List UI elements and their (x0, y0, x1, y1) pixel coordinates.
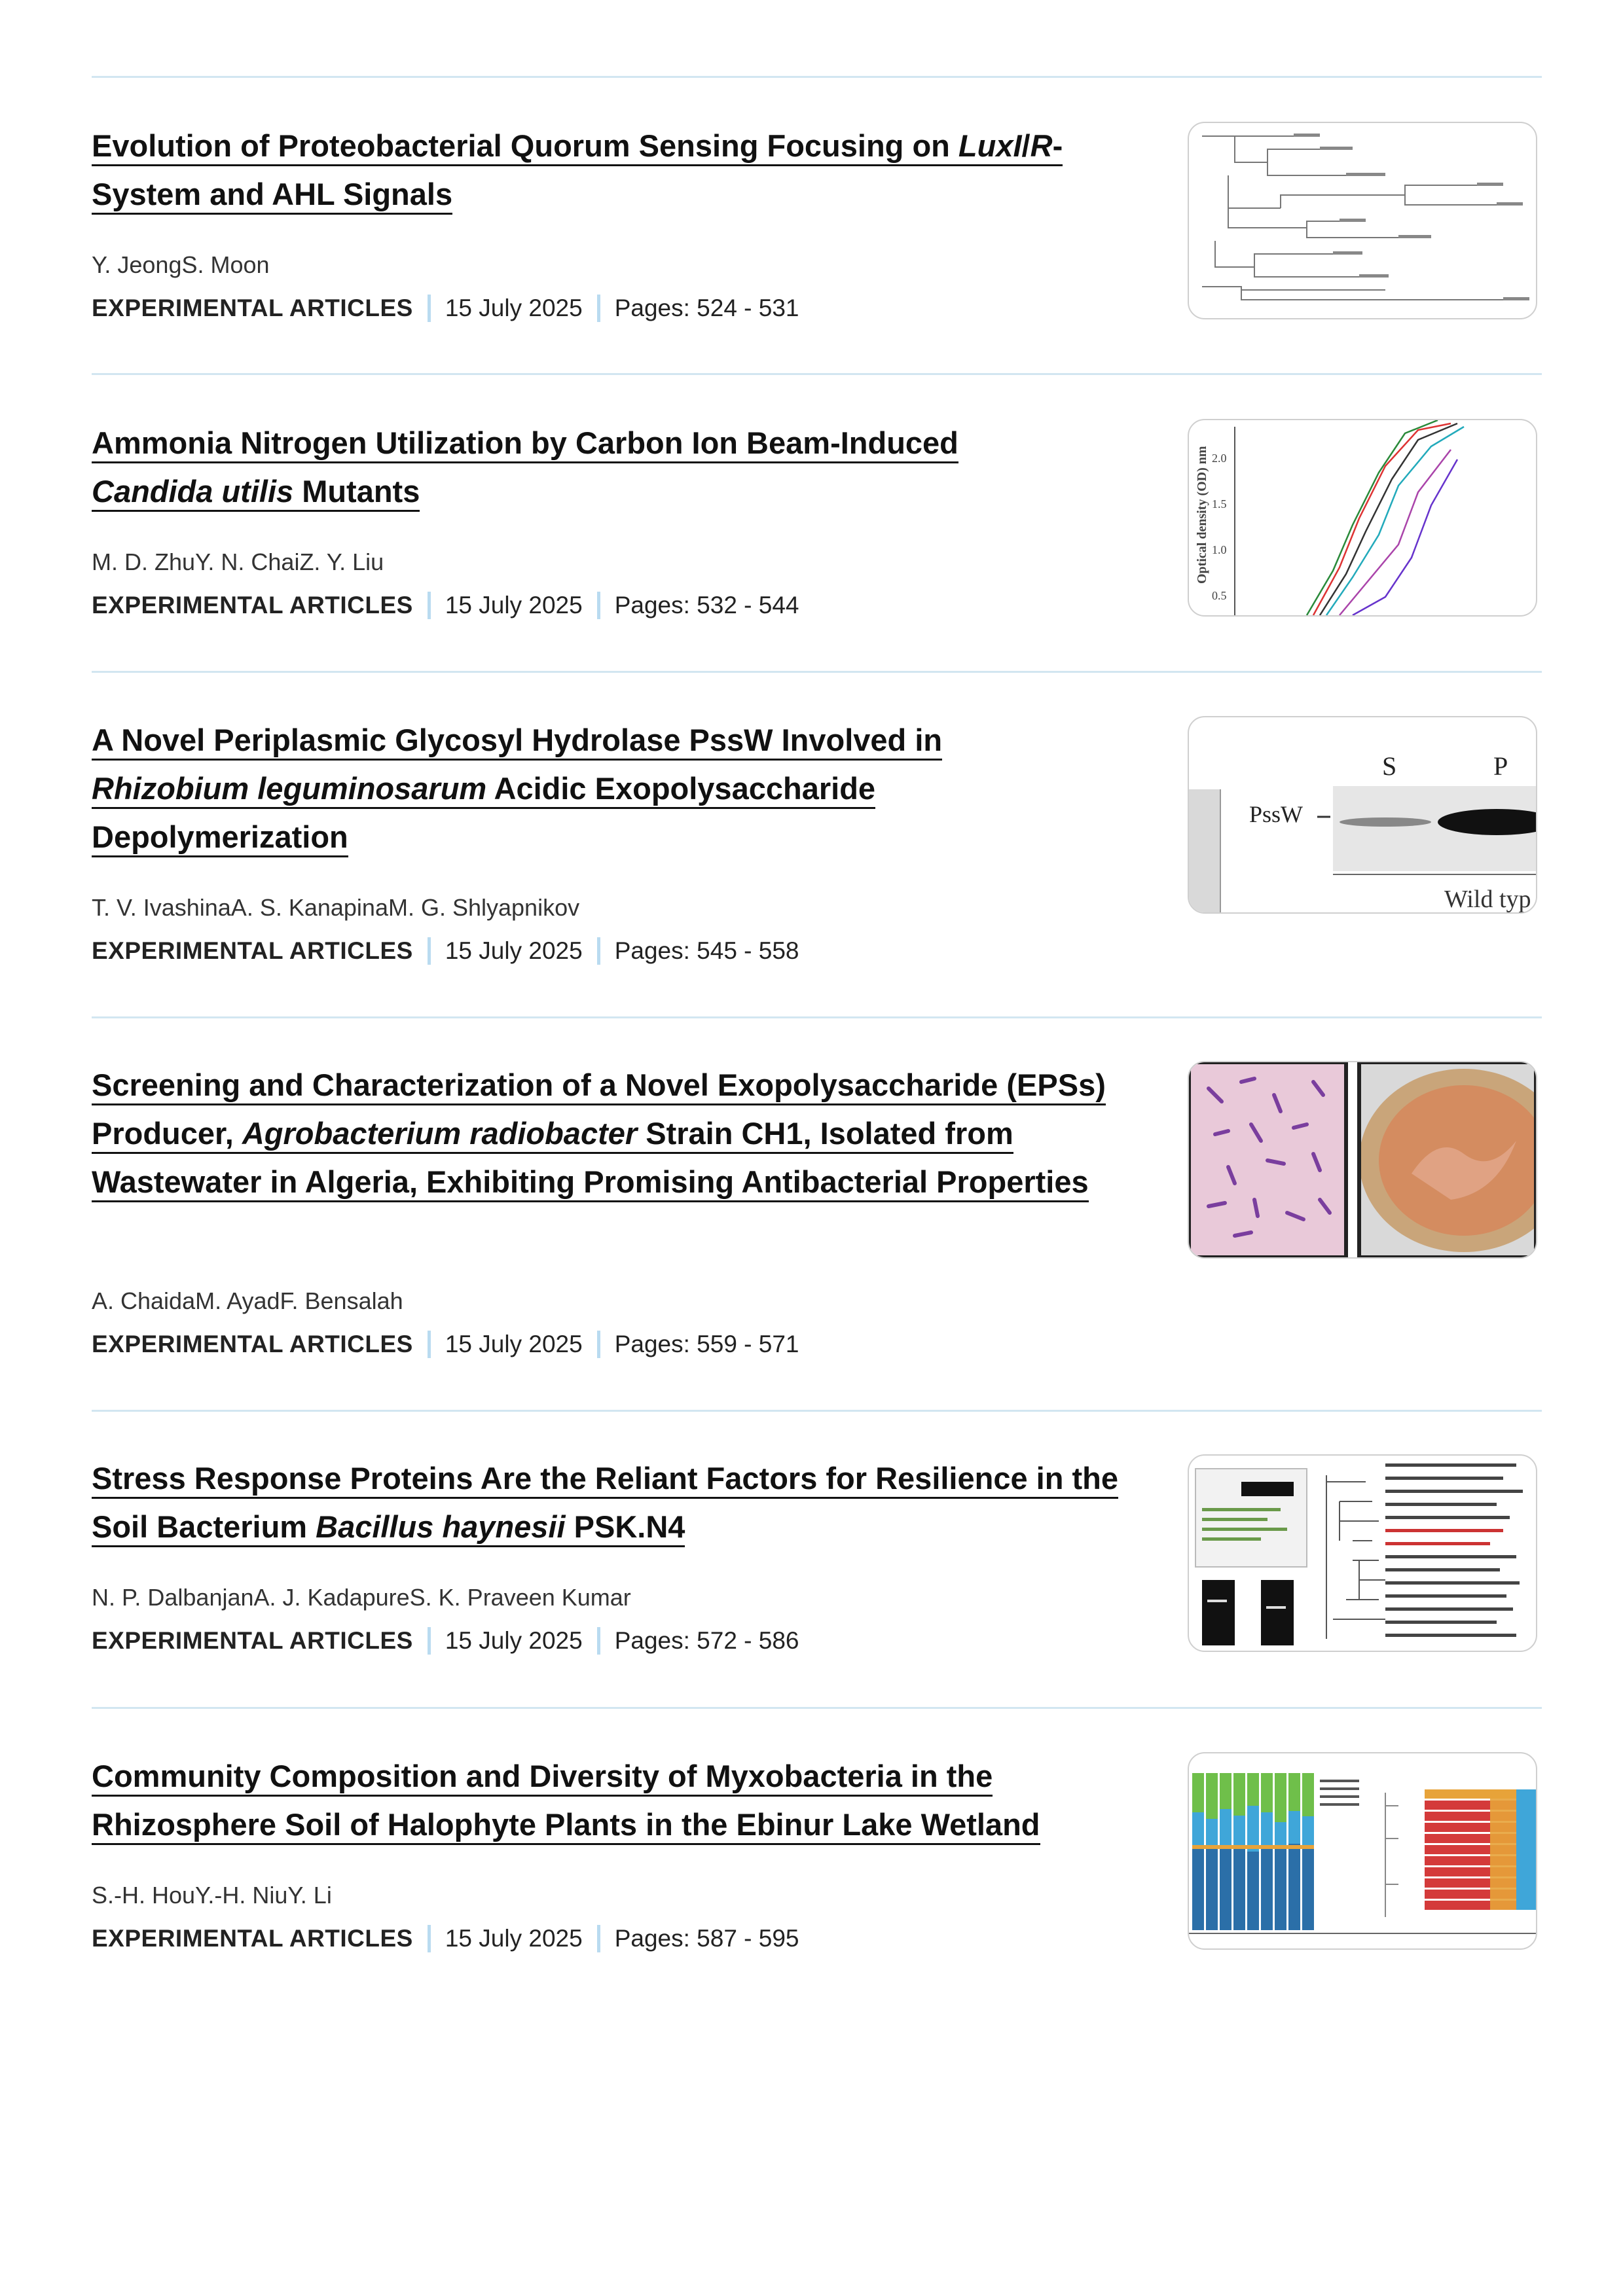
article-meta (92, 1627, 799, 1655)
article-pages: Pages: 545 - 558 (614, 937, 799, 964)
article-title-link[interactable]: Screening and Characterization of a Novel Exopolysaccharide (EPSs) Producer, Agrobacterium radiobacter Strain CH1, Isolated from Wastewater in Algeria, Exhibiting Promising Antibacterial Properties (92, 1067, 1106, 1202)
meta-separator (428, 1627, 431, 1655)
article-title-link[interactable]: A Novel Periplasmic Glycosyl Hydrolase PssW Involved in Rhizobium leguminosarum Acidic Exopolysaccharide Depolymerization (92, 723, 942, 857)
meta-separator (428, 1331, 431, 1358)
meta-separator (428, 295, 431, 322)
meta-separator (597, 295, 600, 322)
article-thumbnail[interactable] (1188, 716, 1537, 914)
divider (92, 1410, 1542, 1412)
article-pages: Pages: 559 - 571 (614, 1331, 799, 1357)
article-type: EXPERIMENTAL ARTICLES (92, 1331, 413, 1357)
article-title (92, 1061, 1113, 1206)
divider (92, 671, 1542, 673)
thumbnail-tick: 0.5 (1212, 589, 1227, 602)
article-thumbnail[interactable] (1188, 419, 1537, 617)
sequence-and-gel-figure (1189, 1456, 1536, 1651)
article-meta (92, 1925, 799, 1952)
thumbnail-lane-label: S (1382, 751, 1397, 781)
article-title (92, 716, 1061, 861)
western-blot-figure (1189, 717, 1536, 912)
meta-separator (428, 592, 431, 619)
divider (92, 1016, 1542, 1018)
phylogenetic-tree-figure (1189, 123, 1536, 318)
divider (92, 1707, 1542, 1709)
article-date: 15 July 2025 (445, 937, 583, 964)
divider (92, 373, 1542, 375)
article-item (92, 716, 1542, 978)
meta-separator (428, 937, 431, 965)
article-title (92, 1752, 1139, 1849)
article-title-link[interactable]: Ammonia Nitrogen Utilization by Carbon Ion Beam-Induced Candida utilis Mutants (92, 425, 958, 512)
article-item (92, 419, 1542, 635)
article-pages: Pages: 532 - 544 (614, 592, 799, 619)
article-type: EXPERIMENTAL ARTICLES (92, 295, 413, 321)
article-type: EXPERIMENTAL ARTICLES (92, 1925, 413, 1952)
article-authors: A. ChaidaM. AyadF. Bensalah (92, 1287, 403, 1314)
article-thumbnail[interactable] (1188, 1061, 1537, 1259)
article-item (92, 1061, 1542, 1375)
article-item (92, 122, 1542, 338)
article-pages: Pages: 524 - 531 (614, 295, 799, 321)
article-authors: S.-H. HouY.-H. NiuY. Li (92, 1882, 332, 1909)
article-authors: Y. JeongS. Moon (92, 251, 270, 278)
meta-separator (428, 1925, 431, 1952)
thumbnail-tick: 2.0 (1212, 452, 1227, 465)
article-meta (92, 295, 799, 322)
article-date: 15 July 2025 (445, 1925, 583, 1952)
thumbnail-tick: 1.0 (1212, 543, 1227, 556)
meta-separator (597, 1627, 600, 1655)
article-item (92, 1752, 1542, 1968)
thumbnail-band-label: PssW (1249, 801, 1304, 827)
article-title (92, 1454, 1139, 1551)
article-type: EXPERIMENTAL ARTICLES (92, 592, 413, 619)
article-type: EXPERIMENTAL ARTICLES (92, 1627, 413, 1654)
article-date: 15 July 2025 (445, 1331, 583, 1357)
meta-separator (597, 592, 600, 619)
article-item (92, 1454, 1542, 1670)
meta-separator (597, 937, 600, 965)
article-authors: T. V. IvashinaA. S. KanapinaM. G. Shlyapnikov (92, 894, 580, 921)
article-type: EXPERIMENTAL ARTICLES (92, 937, 413, 964)
microscopy-and-petri-dish-photo (1189, 1062, 1536, 1257)
article-title-link[interactable]: Community Composition and Diversity of Myxobacteria in the Rhizosphere Soil of Halophyte Plants in the Ebinur Lake Wetland (92, 1759, 1040, 1845)
growth-curve-figure (1189, 420, 1536, 615)
thumbnail-caption: Wild typ (1444, 886, 1531, 912)
article-meta (92, 1331, 799, 1358)
meta-separator (597, 1925, 600, 1952)
article-title-link[interactable]: Stress Response Proteins Are the Reliant Factors for Resilience in the Soil Bacterium Bacillus haynesii PSK.N4 (92, 1461, 1118, 1547)
article-title (92, 419, 1021, 516)
divider (92, 76, 1542, 78)
thumbnail-lane-label: P (1493, 751, 1508, 781)
thumbnail-ylabel: Optical density (OD) nm (1195, 446, 1209, 584)
article-meta (92, 592, 799, 619)
article-date: 15 July 2025 (445, 295, 583, 321)
article-pages: Pages: 572 - 586 (614, 1627, 799, 1654)
thumbnail-tick: 1.5 (1212, 497, 1227, 511)
article-authors: M. D. ZhuY. N. ChaiZ. Y. Liu (92, 548, 384, 575)
article-meta (92, 937, 799, 965)
stacked-bar-abundance-figure (1189, 1753, 1536, 1948)
article-thumbnail[interactable] (1188, 122, 1537, 319)
meta-separator (597, 1331, 600, 1358)
article-thumbnail[interactable] (1188, 1454, 1537, 1652)
article-title-link[interactable]: Evolution of Proteobacterial Quorum Sensing Focusing on LuxI/R-System and AHL Signals (92, 128, 1063, 215)
article-thumbnail[interactable] (1188, 1752, 1537, 1950)
article-date: 15 July 2025 (445, 1627, 583, 1654)
article-title (92, 122, 1133, 219)
article-date: 15 July 2025 (445, 592, 583, 619)
article-pages: Pages: 587 - 595 (614, 1925, 799, 1952)
article-authors: N. P. DalbanjanA. J. KadapureS. K. Praveen Kumar (92, 1584, 631, 1611)
